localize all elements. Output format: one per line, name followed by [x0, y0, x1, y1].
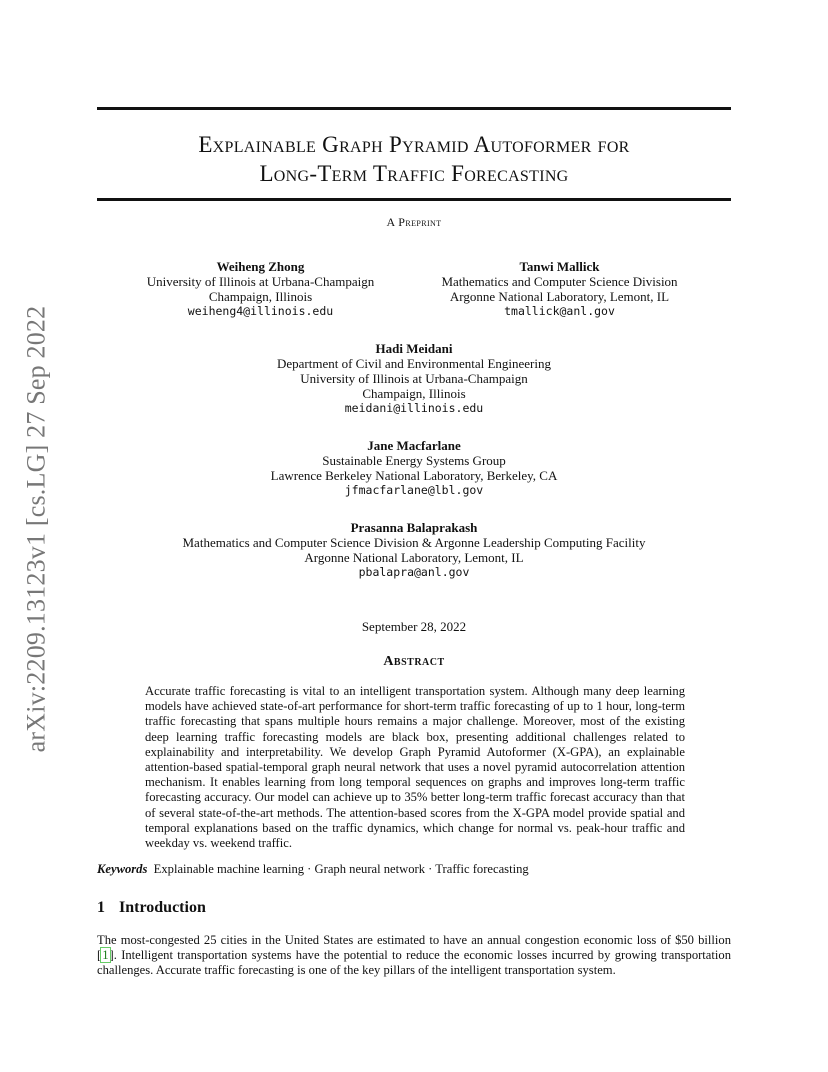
keywords-label: Keywords — [97, 862, 148, 876]
title-line-2: Long-Term Traffic Forecasting — [259, 161, 569, 186]
author-name: Weiheng Zhong — [216, 259, 305, 274]
intro-text-end: . Intelligent transportation systems have the potential to reduce the economic losses incurred by growing transportation challenges. Accurate traffic forecasting is one of the key pillars of the intelligent transportation system. — [97, 948, 731, 978]
preprint-label: A Preprint — [386, 215, 442, 229]
citation-link[interactable]: 1 — [102, 948, 109, 963]
author-block — [398, 259, 721, 319]
author-block — [97, 259, 424, 319]
intro-paragraph: The most-congested 25 cities in the United States are estimated to have an annual congestion economic loss of $50 billion [1]. Intelligent transportation systems have the potential to reduce the economic losses incurred by growing transportation challenges. Accurate traffic forecasting is one of the key pillars of the intelligent transportation system. — [97, 933, 731, 978]
author-affiliation: Sustainable Energy Systems Group — [322, 453, 506, 468]
author-name: Tanwi Mallick — [519, 259, 600, 274]
arxiv-identifier[interactable] — [16, 298, 56, 760]
author-email[interactable]: meidani@illinois.edu — [344, 401, 484, 415]
title-top-rule — [97, 107, 731, 110]
title-bottom-rule — [97, 198, 731, 201]
author-name: Jane Macfarlane — [367, 438, 461, 453]
author-affiliation: University of Illinois at Urbana-Champaign — [300, 371, 528, 386]
title-line-1: Explainable Graph Pyramid Autoformer for — [198, 132, 630, 157]
author-block — [97, 438, 731, 498]
paper-title — [97, 130, 731, 188]
author-affiliation: Champaign, Illinois — [362, 386, 466, 401]
author-affiliation: Champaign, Illinois — [208, 289, 313, 304]
author-name: Prasanna Balaprakash — [350, 520, 478, 535]
author-affiliation: Department of Civil and Environmental Engineering — [276, 356, 551, 371]
author-email[interactable]: weiheng4@illinois.edu — [187, 304, 334, 318]
author-affiliation: Argonne National Laboratory, Lemont, IL — [304, 550, 524, 565]
section-number: 1 — [97, 899, 105, 916]
author-email[interactable]: jfmacfarlane@lbl.gov — [344, 483, 484, 497]
paper-date: September 28, 2022 — [361, 619, 467, 634]
author-block — [97, 341, 731, 416]
author-affiliation: Argonne National Laboratory, Lemont, IL — [449, 289, 670, 304]
section-title: Introduction — [119, 899, 206, 916]
intro-text-start: The most-congested 25 cities in the United States are estimated to have an annual congestion economic loss of $50 billion — [97, 933, 731, 947]
author-email[interactable]: pbalapra@anl.gov — [358, 565, 470, 579]
author-affiliation: Mathematics and Computer Science Division & Argonne Leadership Computing Facility — [182, 535, 646, 550]
abstract-text: Accurate traffic forecasting is vital to an intelligent transportation system. Although many deep learning models have achieved state-of-art performance for short-term traffic forecasting of up to 1 hour, long-term traffic forecasting that spans multiple hours remains a major challenge. Moreover, most of the existing deep learning traffic forecasting models are black box, presenting additional challenges related to explainability and interpretability. We develop Graph Pyramid Autoformer (X-GPA), an explainable attention-based spatial-temporal graph neural network that uses a novel pyramid autocorrelation attention mechanism. It enables learning from long temporal sequences on graphs and improves long-term traffic forecasting accuracy. Our model can achieve up to 35% better long-term traffic forecast accuracy than that of several state-of-the-art methods. The attention-based scores from the X-GPA model provide spatial and temporal explanations based on the traffic dynamics, which change for normal vs. peak-hour traffic and weekday vs. weekend traffic. — [145, 684, 685, 851]
author-affiliation: Lawrence Berkeley National Laboratory, Berkeley, CA — [270, 468, 558, 483]
author-email[interactable]: tmallick@anl.gov — [504, 304, 615, 318]
author-block — [97, 520, 731, 580]
arxiv-identifier-text: arXiv:2209.13123v1 [cs.LG] 27 Sep 2022 — [21, 305, 50, 753]
keywords-line — [97, 862, 731, 877]
author-affiliation: University of Illinois at Urbana-Champaign — [146, 274, 375, 289]
author-affiliation: Mathematics and Computer Science Division — [441, 274, 678, 289]
abstract-heading: Abstract — [383, 654, 445, 669]
keywords-text: Explainable machine learning · Graph neural network · Traffic forecasting — [153, 862, 529, 876]
section-heading — [97, 899, 731, 917]
author-name: Hadi Meidani — [375, 341, 453, 356]
